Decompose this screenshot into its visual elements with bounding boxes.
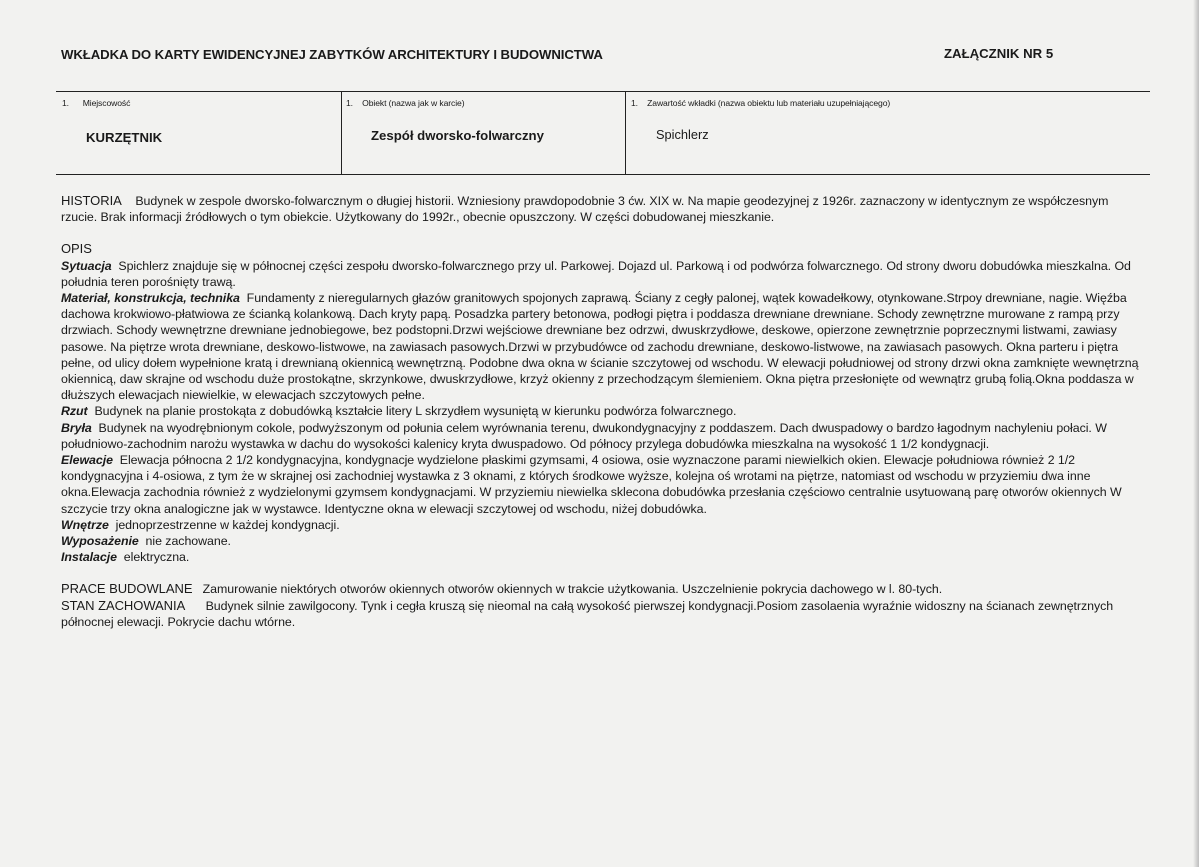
condition-text: Budynek silnie zawilgocony. Tynk i cegła kruszą się nieomal na całą wysokość pierwszej kondygnacji.Posiom zasolaenia wyraźnie widoszny na ścianach zewnętrznych północnej elewacji. Pokrycie dachu wtórne. (61, 598, 1114, 629)
annex-number: ZAŁĄCZNIK NR 5 (944, 46, 1054, 61)
form-paragraph (61, 420, 1141, 452)
table-divider-1 (341, 91, 342, 175)
plan-text: Budynek na planie prostokąta z dobudówką kształcie litery L skrzydłem wysuniętą w kierunku podwórza folwarcznego. (94, 404, 737, 419)
construction-works-heading: PRACE BUDOWLANE (61, 581, 193, 597)
equipment-term: Wyposażenie (61, 534, 139, 549)
field-content-value: Spichlerz (656, 127, 709, 142)
description-heading: OPIS (61, 241, 92, 257)
scan-edge (1193, 0, 1199, 867)
elevations-paragraph (61, 452, 1141, 517)
elevations-text: Elewacja północna 2 1/2 kondygnacyjna, kondygnacje wydzielone płaskimi gzymsami, 4 osiowa, osie wyznaczone parami niewielkich okien. Elewacje południowa również 2 1/2 kondygnacyjna i 4-osiowa, z tym że w skrajnej osi zachodniej wystawka z 3 oknami, z których środkowe wyższe, kolejna oś wrotami na piętrze, natomiast od wschodu w przyziemiu dwa inne okna.Elewacja zachodnia również z wydzielonymi gzymsem kondygnacjami. W przyziemiu niewielka sklecona dobudówka przesłania częściowo centralnie usytuowaną parę otworów okiennych W szczycie trzy okna analogiczne jak w wystawce. Identyczne okna w elewacji szczytowej od wschodu, niżej dobudówka. (61, 453, 1122, 516)
field-content-caption: Zawartość wkładki (nazwa obiektu lub materiału uzupełniającego) (647, 98, 891, 108)
situation-term: Sytuacja (61, 258, 112, 273)
situation-text: Spichlerz znajduje się w północnej części zespołu dworsko-folwarcznego przy ul. Parkowej. Dojazd ul. Parkową i od podwórza folwarcznego. Od strony dworu dobudówka mieszkalna. Od południa teren porośnięty trawą. (61, 258, 1131, 289)
installations-paragraph (61, 549, 1141, 565)
form-text: Budynek na wyodrębnionym cokole, podwyższonym od połunia celem wyrównania terenu, dwukondygnacyjny z poddaszem. Dach dwuspadowy o bardzo łagodnym nachyleniu połaci. W południowo-zachodnim narożu wystawka w dachu do wysokości kalenicy kryta dwuspadowo. Od północy przylega dobudówka mieszkalna na wysokość 1 1/2 kondygnacji. (61, 420, 1107, 451)
condition-heading: STAN ZACHOWANIA (61, 597, 186, 613)
history-heading: HISTORIA (61, 193, 122, 208)
field-object-caption: Obiekt (nazwa jak w karcie) (362, 98, 465, 108)
material-paragraph (61, 290, 1141, 403)
table-top-rule (56, 91, 1150, 92)
elevations-term: Elewacje (61, 453, 113, 468)
field-object-value: Zespół dworsko-folwarczny (371, 128, 544, 143)
field-object-label (346, 98, 465, 108)
interior-term: Wnętrze (61, 517, 109, 532)
plan-term: Rzut (61, 404, 88, 419)
form-title: WKŁADKA DO KARTY EWIDENCYJNEJ ZABYTKÓW ARCHITEKTURY I BUDOWNICTWA (61, 47, 603, 62)
field-location-caption: Miejscowość (82, 98, 131, 108)
history-text: Budynek w zespole dworsko-folwarcznym o długiej historii. Wzniesiony prawdopodobnie 3 ćw. XIX w. Na mapie geodezyjnej z 1926r. zaznaczony w identycznym ze współczesnym rzucie. Brak informacji źródłowych o tym obiekcie. Użytkowany do 1992r., obecnie opuszczony. W części dobudowanej mieszkanie. (61, 194, 1109, 225)
field-content-number: 1. (631, 98, 638, 108)
card-content (61, 193, 1141, 630)
interior-paragraph (61, 517, 1141, 533)
construction-works-text: Zamurowanie niektórych otworów okiennych otworów okiennych w trakcie użytkowania. Uszczelnienie pokrycia dachowego w l. 80-tych. (202, 582, 943, 597)
history-paragraph (61, 193, 1141, 225)
situation-paragraph (61, 258, 1141, 290)
table-bottom-rule (56, 174, 1150, 175)
table-divider-2 (625, 91, 626, 175)
material-text: Fundamenty z nieregularnych głazów granitowych spojonych zaprawą. Ściany z cegły palonej, wątek kowadełkowy, otynkowane.Strpoy drewniane, nagie. Więźba dachowa krokwiowo-płatwiowa ze ścianką kolankową. Dach kryty papą. Posadzka partery betonowa, podłogi piętra i poddasza drewniane drewniane. Schody zewnętrzne murowane z rampą przy drzwiach. Schody wewnętrzne drewniane jednobiegowe, bez podstopni.Drzwi wejściowe drewniane bez odrzwi, dwuskrzydłowe, deskowe, opierzone zewnętrznie poprzecznymi listwami, zawiasy pasowe. Na piętrze wrota drewniane, deskowo-listwowe, na zawiasach pasowych.Drzwi w przybudówce od zachodu drewniane, deskowo-listwowe, na zawiasach pasowych. Okna parteru i piętra pełne, od ulicy dołem wypełnione kratą i drewnianą okiennicą wewnętrzną. Podobne dwa okna w ścianie szczytowej od wschodu. W elewacji południowej od strony drzwi okna zamknięte wewnętrzną okiennicą, daw skrajne od wschodu duże prostokątne, skrzynkowe, dwuskrzydłowe, krzyż okienny z przechodzącym ślemieniem. Okna piętra przesłonięte od wewnątrz grubą folią.Okna poddasza w dłuższych elewacjach niewielkie, w elewacjach szczytowych pełne. (61, 291, 1139, 403)
form-term: Bryła (61, 420, 92, 435)
field-content-label (631, 98, 890, 108)
installations-term: Instalacje (61, 550, 117, 565)
condition-paragraph (61, 598, 1141, 630)
installations-text: elektryczna. (123, 550, 190, 565)
material-term: Materiał, konstrukcja, technika (61, 291, 240, 306)
equipment-text: nie zachowane. (145, 534, 231, 549)
construction-works-paragraph (61, 581, 1141, 597)
field-location-value: KURZĘTNIK (86, 130, 163, 145)
field-location-label (62, 98, 130, 108)
equipment-paragraph (61, 533, 1141, 549)
field-object-number: 1. (346, 98, 353, 108)
field-location-number: 1. (62, 98, 69, 108)
interior-text: jednoprzestrzenne w każdej kondygnacji. (115, 517, 340, 532)
plan-paragraph (61, 403, 1141, 419)
